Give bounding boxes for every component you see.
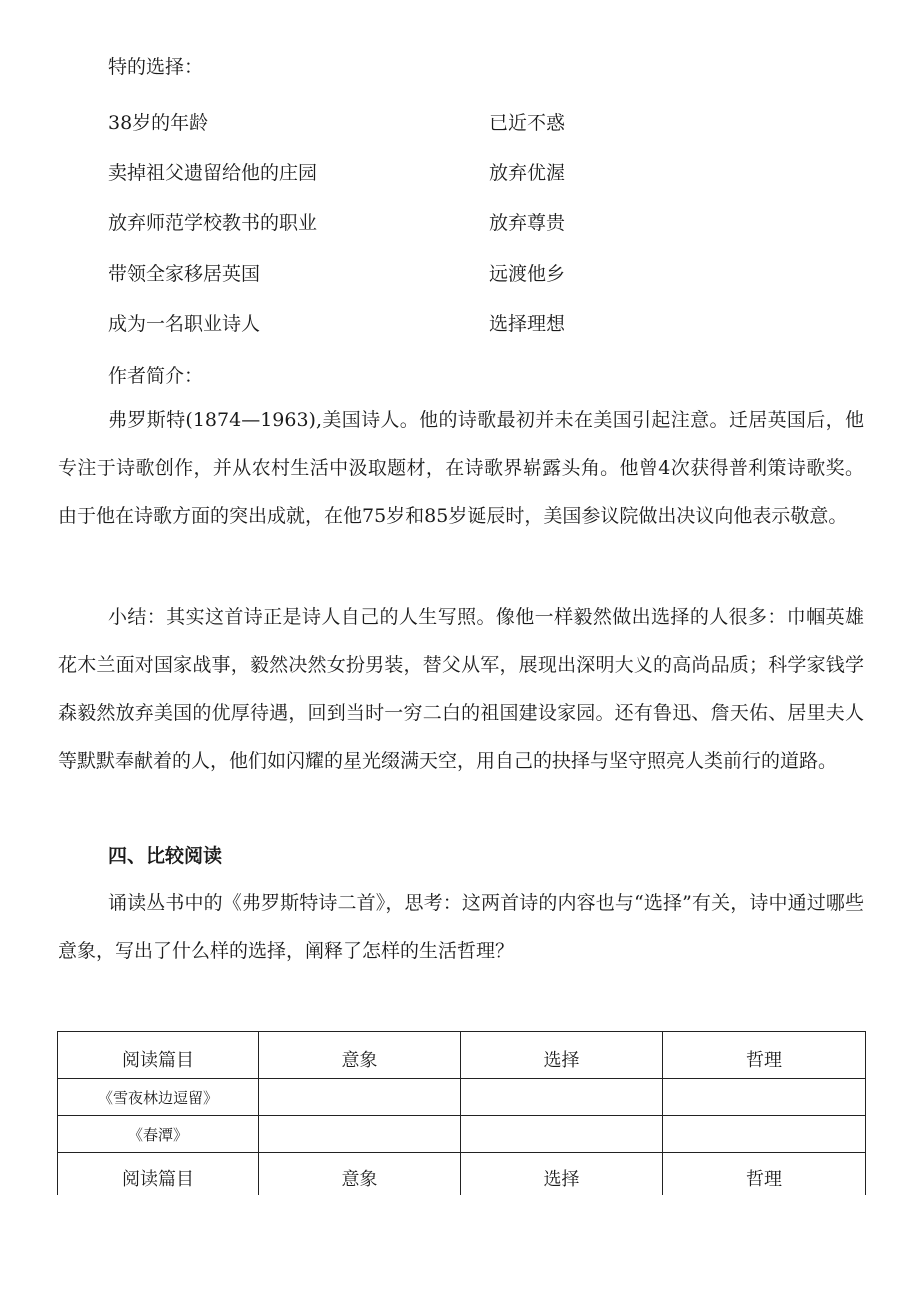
summary-paragraph: 小结：其实这首诗正是诗人自己的人生写照。像他一样毅然做出选择的人很多：巾帼英雄花木兰面对国家战事，毅然决然女扮男装，替父从军，展现出深明大义的高尚品质；科学家钱学森毅然放弃美国的优厚待遇，回到当时一穷二白的祖国建设家园。还有鲁迅、詹天佑、居里夫人等默默奉献着的人，他们如闪耀的星光缀满天空，用自己的抉择与坚守照亮人类前行的道路。 — [58, 606, 864, 772]
table-cell — [259, 1116, 461, 1153]
header-cell: 哲理 — [663, 1153, 866, 1196]
author-heading: 作者简介： — [108, 365, 204, 387]
header-cell: 选择 — [461, 1032, 663, 1079]
section-heading: 四、比较阅读 — [108, 845, 223, 867]
choice-meaning: 已近不惑 — [489, 112, 566, 134]
choice-meaning: 选择理想 — [489, 313, 566, 335]
table-row — [58, 1116, 866, 1153]
table-header-row — [58, 1032, 866, 1079]
header-cell: 选择 — [461, 1153, 663, 1196]
table-cell — [461, 1116, 663, 1153]
table-header-row-repeat — [58, 1153, 866, 1196]
choice-meaning: 远渡他乡 — [489, 263, 566, 285]
choice-meaning: 放弃优渥 — [489, 162, 566, 184]
table-cell — [259, 1079, 461, 1116]
header-cell: 意象 — [259, 1032, 461, 1079]
choice-fact: 38岁的年龄 — [108, 112, 209, 134]
table-row — [58, 1079, 866, 1116]
intro-line: 特的选择： — [108, 56, 204, 78]
table-cell — [663, 1116, 866, 1153]
table-cell: 《春潭》 — [58, 1116, 259, 1153]
header-cell: 哲理 — [663, 1032, 866, 1079]
choice-meaning: 放弃尊贵 — [489, 212, 566, 234]
table-cell: 《雪夜林边逗留》 — [58, 1079, 259, 1116]
table-cell — [461, 1079, 663, 1116]
table-cell — [663, 1079, 866, 1116]
choice-fact: 带领全家移居英国 — [108, 263, 261, 285]
choice-fact: 卖掉祖父遗留给他的庄园 — [108, 162, 318, 184]
choice-fact: 成为一名职业诗人 — [108, 313, 261, 335]
comparison-table — [57, 1031, 866, 1195]
task-paragraph: 诵读丛书中的《弗罗斯特诗二首》，思考：这两首诗的内容也与“选择”有关，诗中通过哪些意象，写出了什么样的选择，阐释了怎样的生活哲理？ — [58, 892, 864, 962]
header-cell: 阅读篇目 — [58, 1153, 259, 1196]
header-cell: 阅读篇目 — [58, 1032, 259, 1079]
header-cell: 意象 — [259, 1153, 461, 1196]
author-bio: 弗罗斯特(1874—1963),美国诗人。他的诗歌最初并未在美国引起注意。迁居英国后，他专注于诗歌创作，并从农村生活中汲取题材，在诗歌界崭露头角。他曾4次获得普利策诗歌奖。由于他在诗歌方面的突出成就，在他75岁和85岁诞辰时，美国参议院做出决议向他表示敬意。 — [58, 409, 864, 527]
choice-fact: 放弃师范学校教书的职业 — [108, 212, 318, 234]
